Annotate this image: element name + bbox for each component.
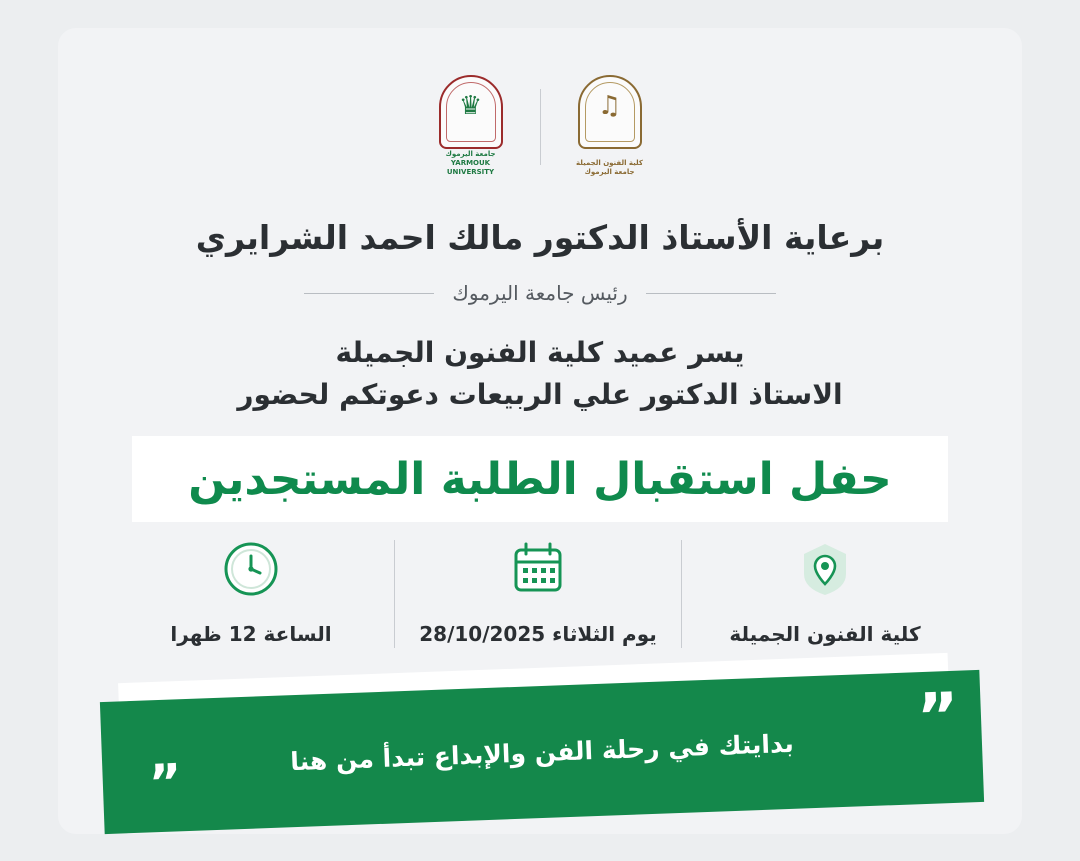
logo-row xyxy=(0,72,1080,182)
university-logo-caption-en: YARMOUK UNIVERSITY xyxy=(446,159,495,176)
university-logo-caption xyxy=(428,150,514,177)
faculty-logo-caption xyxy=(567,159,653,177)
patron-role-row xyxy=(0,276,1080,310)
detail-date xyxy=(395,538,681,646)
patron-role: رئيس جامعة اليرموك xyxy=(452,281,628,305)
event-details-row xyxy=(108,538,968,658)
invitation-text xyxy=(0,332,1080,416)
faculty-logo-caption-en: جامعة اليرموك xyxy=(584,168,635,176)
rule-right xyxy=(304,293,434,294)
detail-time xyxy=(108,538,394,646)
faculty-logo-caption-ar: كلية الفنون الجميلة xyxy=(576,159,643,167)
detail-location xyxy=(682,538,968,646)
clock-icon xyxy=(108,538,394,600)
detail-time-label: الساعة 12 ظهرا xyxy=(170,622,332,646)
detail-date-label: يوم الثلاثاء 28/10/2025 xyxy=(419,622,657,646)
logo-divider xyxy=(540,89,541,165)
faculty-of-fine-arts-logo xyxy=(567,75,653,179)
calendar-icon xyxy=(395,538,681,600)
lute-icon: ♫ xyxy=(597,91,622,121)
quote-mark-left-icon: ” xyxy=(147,753,183,813)
patron-line: برعاية الأستاذ الدكتور مالك احمد الشرايري xyxy=(195,218,885,257)
rule-left xyxy=(646,293,776,294)
university-logo-caption-ar: جامعة اليرموك xyxy=(445,150,496,158)
invitation-line-1: يسر عميد كلية الفنون الجميلة xyxy=(335,336,745,369)
invitation-line-2: الاستاذ الدكتور علي الربيعات دعوتكم لحضور xyxy=(237,378,843,411)
location-pin-icon xyxy=(682,538,968,600)
event-title: حفل استقبال الطلبة المستجدين xyxy=(188,454,892,505)
yarmouk-university-logo xyxy=(428,75,514,179)
detail-location-label: كلية الفنون الجميلة xyxy=(729,622,921,646)
quote-mark-right-icon: ” xyxy=(915,679,961,756)
quote-text: بدايتك في رحلة الفن والإبداع تبدأ من هنا xyxy=(289,728,795,776)
crown-icon: ♛ xyxy=(458,91,483,121)
